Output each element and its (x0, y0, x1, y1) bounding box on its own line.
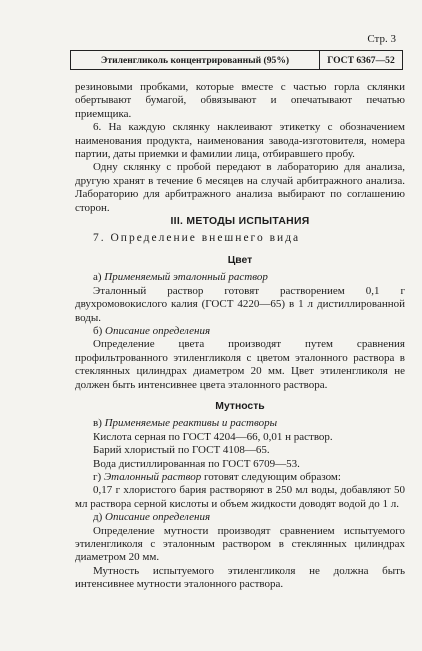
reagent-barium-chloride: Барий хлористый по ГОСТ 4108—65. (93, 444, 270, 457)
item-italic-title: Применяемые реактивы и растворы (104, 417, 278, 430)
item-prefix: б) (93, 324, 106, 337)
item-rest: готовят следующим образом: (201, 470, 341, 483)
document-header (70, 50, 403, 70)
turbidity-item-d-heading (75, 511, 405, 524)
item-italic-title: Применяемый эталонный раствор (104, 271, 268, 284)
page-number: Стр. 3 (367, 33, 396, 45)
paragraph-continuation: резиновыми пробками, которые вместе с частью горла склянки обертывают бумагой, обвязывают и опечатывают печатью приемщика. (75, 81, 405, 120)
section-title: III. МЕТОДЫ ИСПЫТАНИЯ (170, 216, 310, 228)
color-subheading: Цвет (227, 254, 253, 266)
item-italic-title: Описание определения (105, 324, 211, 337)
color-item-a-text: Эталонный раствор готовят растворением 0,1 г двухромовокислого калия (ГОСТ 4220—65) в 1 л дистиллированной воды. (75, 284, 405, 324)
color-item-a-heading (75, 271, 405, 284)
paragraph-clause-6: 6. На каждую склянку наклеивают этикетку с обозначением наименования продукта, наименования завода-изготовителя, номера партии, даты приемки и фамилии лица, отбиравшего пробу. (75, 121, 405, 161)
header-title: Этиленгликоль концентрированный (95%) (71, 51, 320, 69)
color-item-b-text: Определение цвета производят путем сравнения профильтрованного этиленгликоля с цветом эталонного раствора в стеклянных цилиндрах диаметром 20 мм. Цвет этиленгликоля не должен быть интенсивнее цвета эталонного раствора. (75, 338, 405, 391)
item-prefix: в) (93, 417, 105, 430)
item-italic-title: Описание определения (105, 511, 211, 524)
reagent-distilled-water: Вода дистиллированная по ГОСТ 6709—53. (93, 457, 300, 470)
item-italic-title: Эталонный раствор (103, 470, 202, 483)
turbidity-final-text: Мутность испытуемого этиленгликоля не должна быть интенсивнее мутности эталонного раствора. (75, 564, 405, 591)
clause-7-heading: 7. Определение внешнего вида (93, 232, 301, 245)
turbidity-item-v-heading (75, 417, 405, 430)
turbidity-subheading: Мутность (215, 400, 265, 412)
turbidity-item-g-text: 0,17 г хлористого бария растворяют в 250 мл воды, добавляют 50 мл раствора серной кислоты и объем жидкости доводят водой до 1 л. (75, 484, 405, 510)
turbidity-item-d-text: Определение мутности производят сравнением испытуемого этиленгликоля с эталонным раствором в стеклянных цилиндрах диаметром 20 мм. (75, 524, 405, 564)
reagent-sulfuric-acid: Кислота серная по ГОСТ 4204—66, 0,01 н раствор. (93, 430, 333, 443)
item-prefix: а) (93, 271, 105, 284)
item-prefix: д) (93, 511, 106, 524)
item-prefix: г) (93, 470, 104, 483)
turbidity-item-g-heading (75, 471, 405, 484)
document-body (75, 81, 405, 592)
paragraph-sample-transfer: Одну склянку с пробой передают в лабораторию для анализа, другую хранят в течение 6 месяцев на случай арбитражного анализа. Лабораторию для арбитражного анализа выбирают по соглашению сторон. (75, 161, 405, 214)
header-standard: ГОСТ 6367—52 (327, 54, 395, 66)
color-item-b-heading (75, 325, 405, 338)
